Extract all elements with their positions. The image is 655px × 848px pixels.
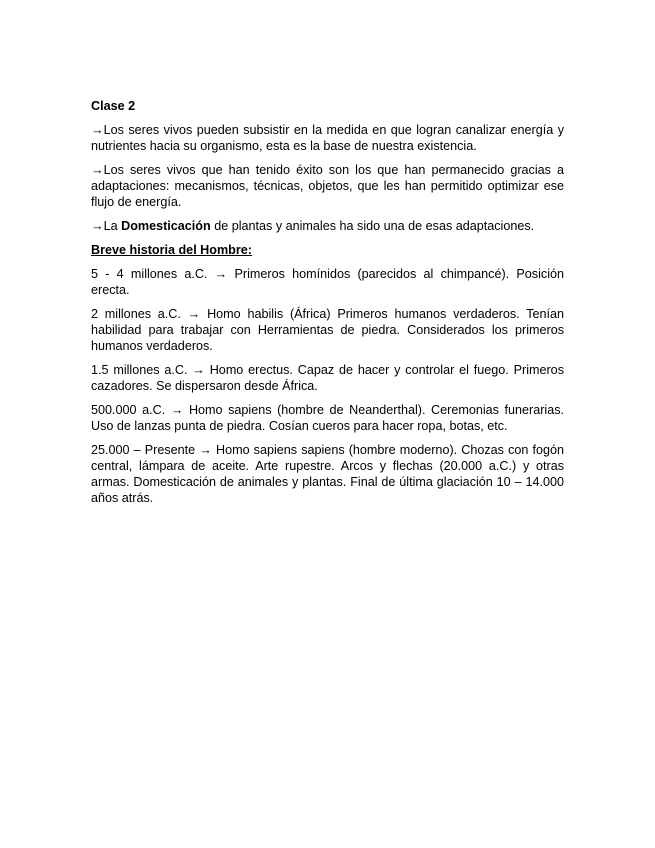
domestication-paragraph [91,218,564,234]
domestication-bold-term: Domesticación [121,219,211,233]
domestication-suffix: de plantas y animales ha sido una de esas adaptaciones. [210,219,535,233]
intro-paragraph-1: →Los seres vivos pueden subsistir en la medida en que logran canalizar energía y nutrientes hacia su organismo, esta es la base de nuestra existencia. [91,123,564,153]
history-entry-1: 5 - 4 millones a.C. → Primeros homínidos (parecidos al chimpancé). Posición erecta. [91,267,564,297]
history-entry-4: 500.000 a.C. → Homo sapiens (hombre de Neanderthal). Ceremonias funerarias. Uso de lanzas punta de piedra. Cosían cueros para hacer ropa, botas, etc. [91,403,564,433]
history-heading: Breve historia del Hombre: [91,243,252,257]
domestication-prefix: →La [91,219,122,233]
history-entry-2: 2 millones a.C. → Homo habilis (África) Primeros humanos verdaderos. Tenían habilidad para trabajar con Herramientas de piedra. Considerados los primeros humanos verdaderos. [91,307,564,353]
document-page [91,98,564,514]
intro-paragraph-2: →Los seres vivos que han tenido éxito son los que han permanecido gracias a adaptaciones: mecanismos, técnicas, objetos, que les han permitido optimizar ese flujo de energía. [91,163,564,209]
history-entry-5: 25.000 – Presente → Homo sapiens sapiens (hombre moderno). Chozas con fogón central, lámpara de aceite. Arte rupestre. Arcos y flechas (20.000 a.C.) y otras armas. Domesticación de animales y plantas. Final de última glaciación 10 – 14.000 años atrás. [91,443,564,505]
history-entry-3: 1.5 millones a.C. → Homo erectus. Capaz de hacer y controlar el fuego. Primeros cazadores. Se dispersaron desde África. [91,363,564,393]
document-title: Clase 2 [91,99,136,113]
